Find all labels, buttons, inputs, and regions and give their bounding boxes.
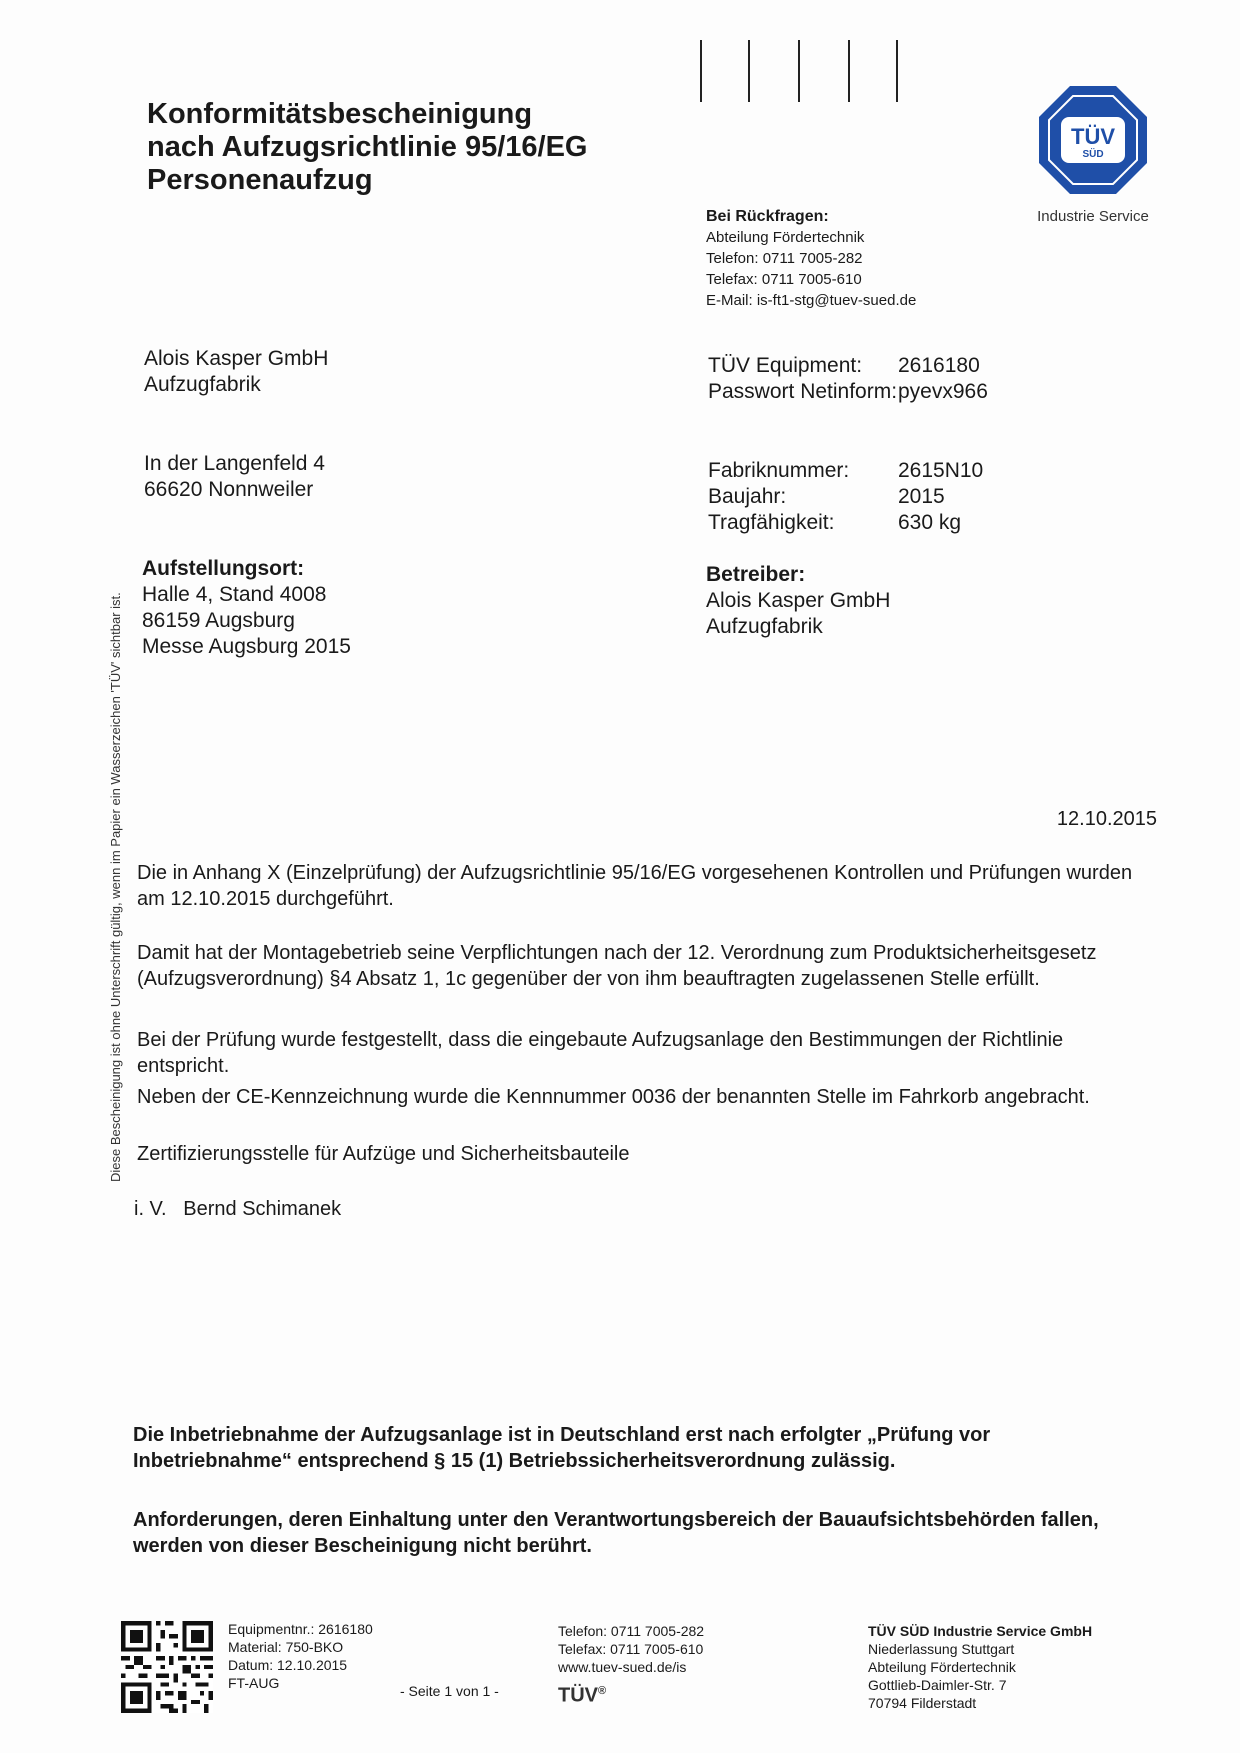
footer-dept: Abteilung Fördertechnik bbox=[868, 1659, 1016, 1675]
footer-city: 70794 Filderstadt bbox=[868, 1695, 977, 1711]
title-line-3: Personenaufzug bbox=[147, 164, 373, 196]
footer-fax: Telefax: 0711 7005-610 bbox=[558, 1641, 704, 1657]
password-value: pyevx966 bbox=[898, 380, 988, 403]
location-line-2: 86159 Augsburg bbox=[142, 609, 295, 632]
equipment-value: 2616180 bbox=[898, 354, 980, 377]
footer-company-block bbox=[868, 1622, 1092, 1712]
register-mark bbox=[896, 40, 898, 102]
title-line-1: Konformitätsbescheinigung bbox=[147, 98, 533, 130]
serial-label: Fabriknummer: bbox=[708, 459, 850, 482]
footer-equipment-number: Equipmentnr.: 2616180 bbox=[228, 1621, 373, 1637]
footer-company-name: TÜV SÜD Industrie Service GmbH bbox=[868, 1623, 1093, 1639]
footer-equipment-block bbox=[228, 1620, 373, 1692]
footer-code: FT-AUG bbox=[228, 1675, 280, 1691]
year-label: Baujahr: bbox=[708, 485, 787, 508]
contact-email: E-Mail: is-ft1-stg@tuev-sued.de bbox=[706, 292, 917, 309]
recipient-city: 66620 Nonnweiler bbox=[144, 478, 314, 501]
footer-material: Material: 750-BKO bbox=[228, 1639, 344, 1655]
footer-contact-block bbox=[558, 1622, 704, 1705]
recipient-address-block bbox=[144, 451, 325, 503]
document-date: 12.10.2015 bbox=[1056, 808, 1157, 830]
footer-date: Datum: 12.10.2015 bbox=[228, 1657, 348, 1673]
logo-caption: Industrie Service bbox=[1037, 208, 1149, 225]
logo-main-text: TÜV bbox=[1071, 124, 1115, 149]
year-value: 2015 bbox=[898, 485, 945, 508]
footer-web: www.tuev-sued.de/is bbox=[558, 1659, 687, 1675]
specs-block bbox=[708, 458, 983, 536]
paragraph-2: Damit hat der Montagebetrieb seine Verpflichtungen nach der 12. Verordnung zum Produktsicherheitsgesetz (Aufzugsverordnung) §4 Absatz 1, 1c gegenüber der von ihm beauftragten zugelassenen Stelle erfüllt. bbox=[137, 942, 1097, 990]
contact-fax: Telefax: 0711 7005-610 bbox=[706, 271, 862, 288]
equipment-block bbox=[708, 353, 988, 405]
operator-heading: Betreiber: bbox=[706, 563, 806, 586]
watermark-notice: Diese Bescheinigung ist ohne Unterschrift gültig, wenn im Papier ein Wasserzeichen 'TÜV' sichtbar ist. bbox=[108, 592, 123, 1182]
contact-dept: Abteilung Fördertechnik bbox=[706, 229, 865, 246]
footer-phone: Telefon: 0711 7005-282 bbox=[558, 1623, 705, 1639]
operator-block bbox=[706, 562, 890, 640]
location-line-1: Halle 4, Stand 4008 bbox=[142, 583, 327, 606]
paragraph-1: Die in Anhang X (Einzelprüfung) der Aufzugsrichtlinie 95/16/EG vorgesehenen Kontrollen und Prüfungen wurden am 12.10.2015 durchgeführt. bbox=[137, 862, 1133, 910]
register-mark bbox=[848, 40, 850, 102]
password-row bbox=[708, 379, 988, 405]
title-line-2: nach Aufzugsrichtlinie 95/16/EG bbox=[147, 131, 588, 163]
contact-heading: Bei Rückfragen: bbox=[706, 208, 829, 225]
note-commissioning: Die Inbetriebnahme der Aufzugsanlage ist in Deutschland erst nach erfolgter „Prüfung vor Inbetriebnahme“ entsprechend § 15 (1) Betriebssicherheitsverordnung zulässig. bbox=[133, 1424, 991, 1472]
equipment-row bbox=[708, 353, 988, 379]
registered-mark: ® bbox=[598, 1685, 607, 1697]
recipient-name2: Aufzugfabrik bbox=[144, 373, 261, 396]
footer-page-number: - Seite 1 von 1 - bbox=[400, 1683, 499, 1699]
footer-tuev-text: TÜV bbox=[558, 1684, 598, 1707]
password-label: Passwort Netinform: bbox=[708, 380, 898, 403]
footer-tuev-mark bbox=[558, 1682, 704, 1705]
signature-line: i. V. Bernd Schimanek bbox=[134, 1198, 342, 1220]
contact-block bbox=[706, 206, 916, 311]
location-block bbox=[142, 556, 351, 660]
paragraph-5: Zertifizierungsstelle für Aufzüge und Sicherheitsbauteile bbox=[137, 1143, 630, 1165]
register-mark bbox=[798, 40, 800, 102]
operator-line-2: Aufzugfabrik bbox=[706, 615, 823, 638]
recipient-street: In der Langenfeld 4 bbox=[144, 452, 325, 475]
capacity-value: 630 kg bbox=[898, 511, 962, 534]
serial-row bbox=[708, 458, 983, 484]
footer-street: Gottlieb-Daimler-Str. 7 bbox=[868, 1677, 1007, 1693]
paragraph-4: Neben der CE-Kennzeichnung wurde die Kennnummer 0036 der benannten Stelle im Fahrkorb angebracht. bbox=[137, 1086, 1090, 1108]
footer-branch: Niederlassung Stuttgart bbox=[868, 1641, 1015, 1657]
note-building-authority: Anforderungen, deren Einhaltung unter den Verantwortungsbereich der Bauaufsichtsbehörden fallen, werden von dieser Bescheinigung nicht berührt. bbox=[133, 1509, 1099, 1557]
recipient-name-block bbox=[144, 346, 328, 398]
serial-value: 2615N10 bbox=[898, 459, 984, 482]
location-heading: Aufstellungsort: bbox=[142, 557, 305, 580]
capacity-row bbox=[708, 510, 983, 536]
contact-phone: Telefon: 0711 7005-282 bbox=[706, 250, 863, 267]
register-mark bbox=[748, 40, 750, 102]
tuev-sued-logo bbox=[1037, 84, 1149, 196]
recipient-name: Alois Kasper GmbH bbox=[144, 347, 329, 370]
equipment-label: TÜV Equipment: bbox=[708, 354, 863, 377]
qr-code bbox=[121, 1621, 213, 1713]
document-title bbox=[147, 98, 587, 197]
register-mark bbox=[700, 40, 702, 102]
logo-sub-text: SÜD bbox=[1082, 149, 1104, 160]
location-line-3: Messe Augsburg 2015 bbox=[142, 635, 351, 658]
paragraph-3: Bei der Prüfung wurde festgestellt, dass die eingebaute Aufzugsanlage den Bestimmungen der Richtlinie entspricht. bbox=[137, 1029, 1064, 1077]
year-row bbox=[708, 484, 983, 510]
capacity-label: Tragfähigkeit: bbox=[708, 511, 835, 534]
operator-line-1: Alois Kasper GmbH bbox=[706, 589, 891, 612]
